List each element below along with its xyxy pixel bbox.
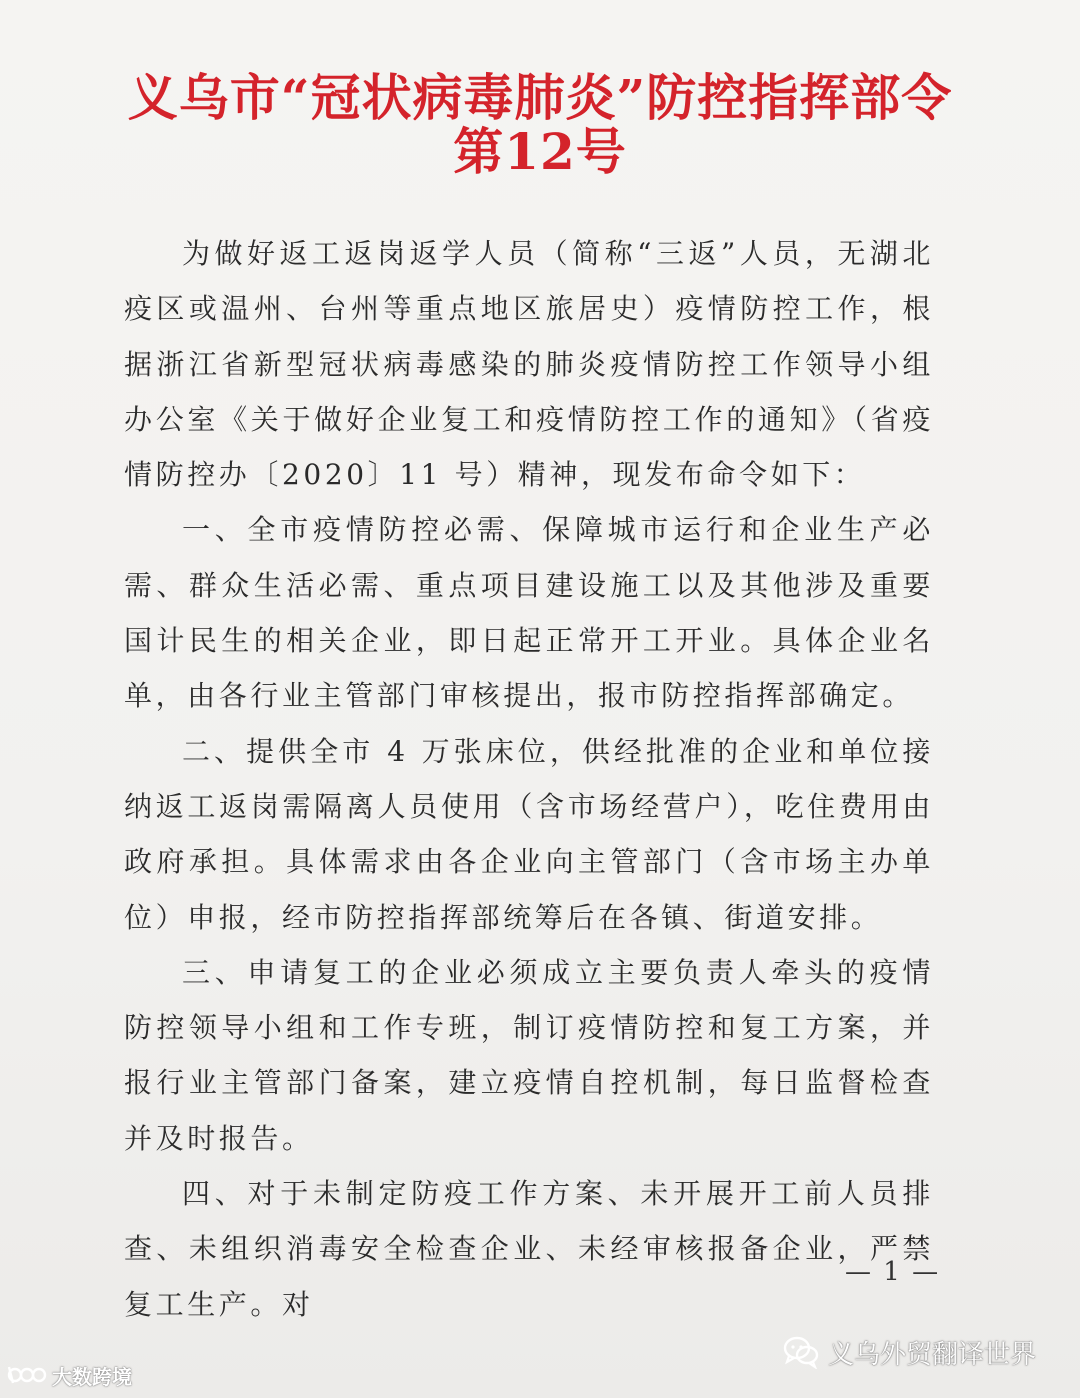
paragraph-item-1: 一、全市疫情防控必需、保障城市运行和企业生产必需、群众生活必需、重点项目建设施工以及其他涉及重要国计民生的相关企业，即日起正常开工开业。具体企业名单，由各行业主管部门审核提出，报市防控指挥部确定。 (124, 513, 934, 713)
document-body (124, 226, 934, 1332)
watermark-right (782, 1330, 1036, 1374)
paragraph-item-3: 三、申请复工的企业必须成立主要负责人牵头的疫情防控领导小组和工作专班，制订疫情防控和复工方案，并报行业主管部门备案，建立疫情自控机制，每日监督检查并及时报告。 (124, 955, 934, 1155)
watermark-left-text: 大数跨境 (52, 1364, 132, 1389)
paragraph-item-4: 四、对于未制定防疫工作方案、未开展开工前人员排查、未组织消毒安全检查企业、未经审核报备企业，严禁复工生产。对 (124, 1177, 934, 1321)
wechat-icon (782, 1335, 820, 1369)
paragraph-item-2: 二、提供全市 4 万张床位，供经批准的企业和单位接纳返工返岗需隔离人员使用（含市场经营户），吃住费用由政府承担。具体需求由各企业向主管部门（含市场主办单位）申报，经市防控指挥部统筹后在各镇、街道安排。 (124, 734, 934, 934)
watermark-left (6, 1360, 132, 1390)
watermark-right-text: 义乌外贸翻译世界 (828, 1339, 1037, 1370)
document-number: 第12号 (453, 122, 627, 181)
dashuju-logo-icon (6, 1363, 48, 1387)
paragraph-intro: 为做好返工返岗返学人员（简称“三返”人员，无湖北疫区或温州、台州等重点地区旅居史）疫情防控工作，根据浙江省新型冠状病毒感染的肺炎疫情防控工作领导小组办公室《关于做好企业复工和疫情防控工作的通知》（省疫情防控办〔2020〕11 号）精神，现发布命令如下： (124, 237, 934, 492)
document-title: 义乌市“冠状病毒肺炎”防控指挥部令 (127, 68, 953, 127)
page-number: — 1 — (845, 1257, 941, 1287)
